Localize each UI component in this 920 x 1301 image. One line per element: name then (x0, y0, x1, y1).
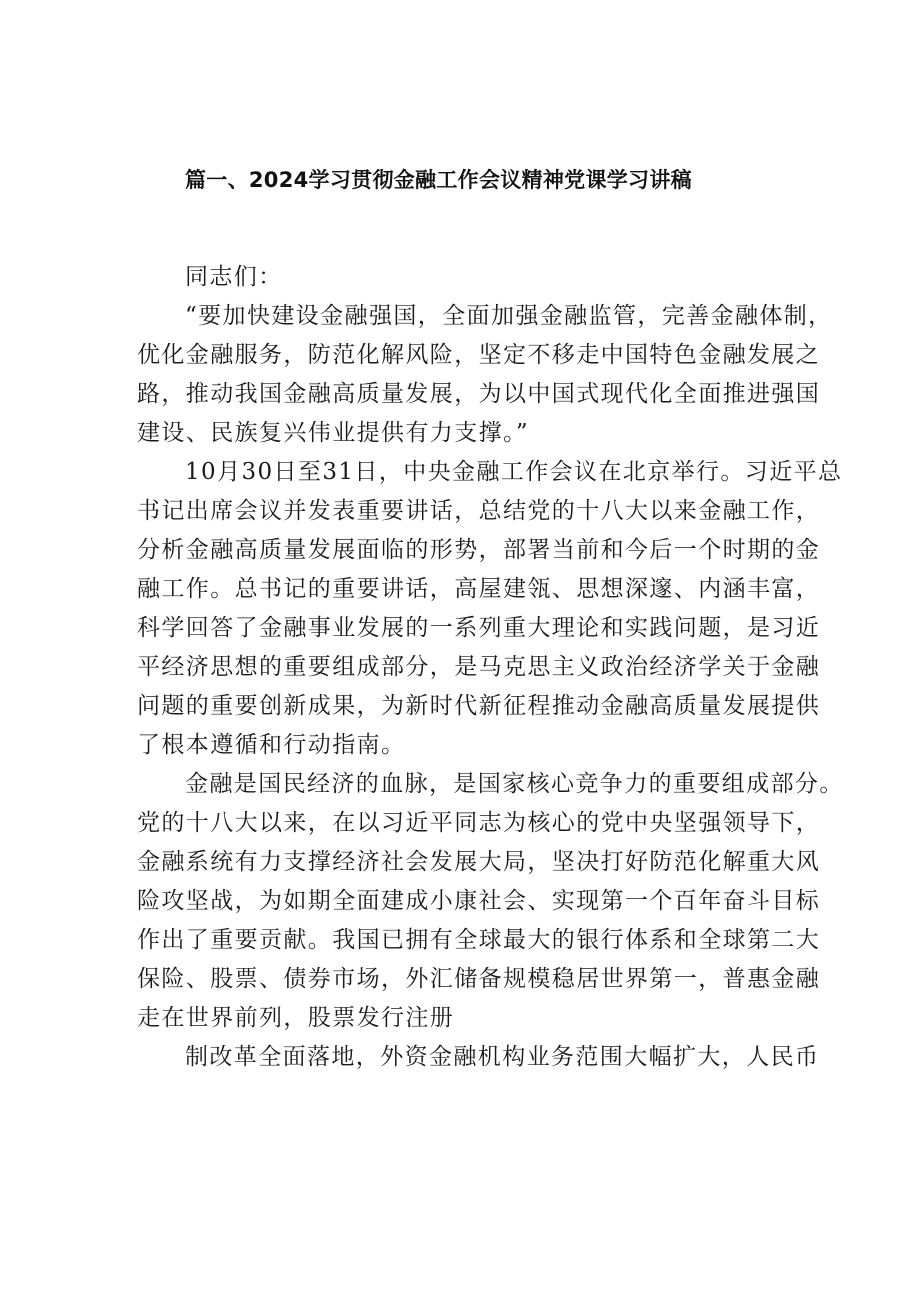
text-line: 书记出席会议并发表重要讲话，总结党的十八大以来金融工作， (137, 498, 821, 524)
text-line: 问题的重要创新成果，为新时代新征程推动金融高质量发展提供 (137, 693, 821, 719)
text-line: 建设、民族复兴伟业提供有力支撑。” (137, 420, 530, 446)
text-line: 平经济思想的重要组成部分，是马克思主义政治经济学关于金融 (137, 654, 821, 680)
text-line: 走在世界前列，股票发行注册 (137, 1005, 455, 1031)
text-line: 优化金融服务，防范化解风险，坚定不移走中国特色金融发展之 (137, 342, 821, 368)
achievement-paragraph (137, 765, 844, 1038)
quote-paragraph (137, 297, 833, 453)
document-title: 篇一、2024学习贯彻金融工作会议精神党课学习讲稿 (185, 168, 692, 192)
text-line: “要加快建设金融强国，全面加强金融监管，完善金融体制， (185, 303, 833, 329)
text-line: 险攻坚战，为如期全面建成小康社会、实现第一个百年奋斗目标 (137, 888, 821, 914)
text-line: 作出了重要贡献。我国已拥有全球最大的银行体系和全球第二大 (137, 927, 821, 953)
text-line: 10月30日至31日，中央金融工作会议在北京举行。习近平总 (185, 459, 843, 485)
text-line: 路，推动我国金融高质量发展，为以中国式现代化全面推进强国 (137, 381, 821, 407)
salutation: 同志们： (185, 264, 283, 290)
text-line: 制改革全面落地，外资金融机构业务范围大幅扩大，人民币 (185, 1044, 820, 1070)
text-line: 融工作。总书记的重要讲话，高屋建瓴、思想深邃、内涵丰富， (137, 576, 821, 602)
text-line: 金融系统有力支撑经济社会发展大局，坚决打好防范化解重大风 (137, 849, 821, 875)
salutation-paragraph (137, 258, 817, 297)
meeting-paragraph (137, 453, 843, 765)
text-line: 分析金融高质量发展面临的形势，部署当前和今后一个时期的金 (137, 537, 821, 563)
text-line: 金融是国民经济的血脉，是国家核心竞争力的重要组成部分。 (185, 771, 844, 797)
document-body (137, 258, 844, 1077)
text-line: 科学回答了金融事业发展的一系列重大理论和实践问题，是习近 (137, 615, 821, 641)
reform-paragraph (137, 1038, 820, 1077)
text-line: 党的十八大以来，在以习近平同志为核心的党中央坚强领导下， (137, 810, 821, 836)
text-line: 保险、股票、债券市场，外汇储备规模稳居世界第一，普惠金融 (137, 966, 821, 992)
text-line: 了根本遵循和行动指南。 (137, 732, 406, 758)
